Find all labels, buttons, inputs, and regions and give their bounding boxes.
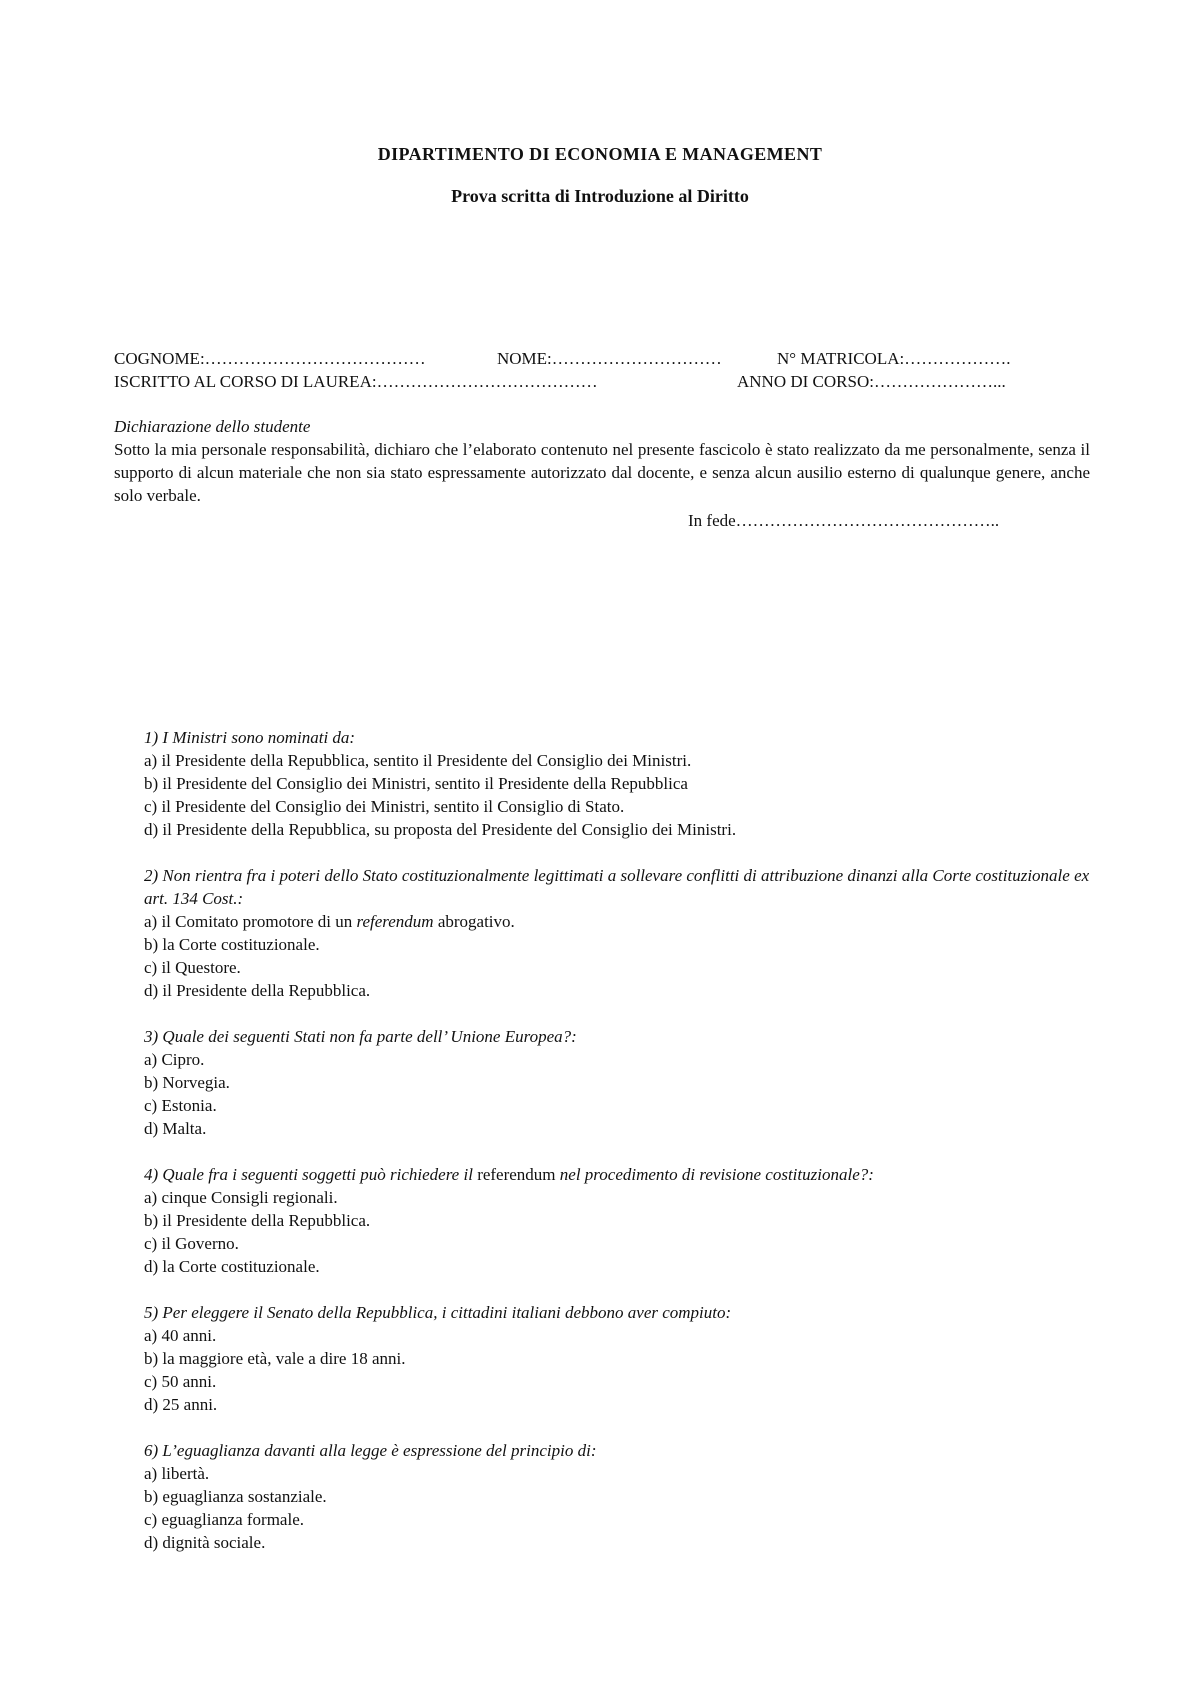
answer-option[interactable]: a) libertà. (144, 1464, 210, 1483)
student-fields (114, 347, 1094, 393)
answer-option[interactable]: c) il Governo. (144, 1234, 239, 1253)
declaration-title: Dichiarazione dello studente (114, 417, 311, 436)
question-upright-term: referendum (477, 1165, 556, 1184)
answer-option[interactable]: a) Cipro. (144, 1050, 205, 1069)
signature-field[interactable]: In fede……………………………………….. (688, 511, 1000, 530)
option-italic-term: referendum (356, 912, 434, 931)
nome-field[interactable]: NOME:………………………… (497, 349, 722, 368)
question-4 (144, 1163, 1094, 1278)
questions-list (144, 726, 1094, 1577)
answer-option[interactable]: c) eguaglianza formale. (144, 1510, 304, 1529)
answer-option[interactable]: b) il Presidente del Consiglio dei Ministri, sentito il Presidente della Repubblica (144, 774, 688, 793)
answer-option[interactable]: d) il Presidente della Repubblica. (144, 981, 371, 1000)
answer-option[interactable]: a) il Presidente della Repubblica, sentito il Presidente del Consiglio dei Ministri. (144, 751, 692, 770)
fields-row-2 (114, 370, 1094, 393)
question-text: 3) Quale dei seguenti Stati non fa parte dell’ Unione Europea?: (144, 1027, 577, 1046)
question-5 (144, 1301, 1094, 1416)
answer-option[interactable]: d) dignità sociale. (144, 1533, 266, 1552)
answer-option[interactable]: c) il Presidente del Consiglio dei Ministri, sentito il Consiglio di Stato. (144, 797, 625, 816)
answer-option[interactable]: b) Norvegia. (144, 1073, 230, 1092)
question-text: 2) Non rientra fra i poteri dello Stato costituzionalmente legittimati a sollevare conflitti di attribuzione dinanzi alla Corte costituzionale ex art. 134 Cost.: (144, 866, 1090, 908)
answer-option[interactable]: d) il Presidente della Repubblica, su proposta del Presidente del Consiglio dei Ministri. (144, 820, 737, 839)
fields-row-1 (114, 347, 1094, 370)
answer-option[interactable]: a) cinque Consigli regionali. (144, 1188, 338, 1207)
question-text: 6) L’eguaglianza davanti alla legge è espressione del principio di: (144, 1441, 597, 1460)
anno-di-corso-field[interactable]: ANNO DI CORSO:…………………... (737, 372, 1006, 391)
answer-option[interactable]: b) la Corte costituzionale. (144, 935, 320, 954)
question-1 (144, 726, 1094, 841)
answer-option[interactable]: c) il Questore. (144, 958, 241, 977)
question-2 (144, 864, 1094, 1002)
exam-subtitle: Prova scritta di Introduzione al Diritto (451, 186, 749, 206)
answer-option[interactable]: d) la Corte costituzionale. (144, 1257, 320, 1276)
question-text (144, 1163, 1094, 1186)
answer-option[interactable]: a) 40 anni. (144, 1326, 217, 1345)
question-text-part: 4) Quale fra i seguenti soggetti può richiedere il (144, 1165, 478, 1184)
question-3 (144, 1025, 1094, 1140)
declaration-body: Sotto la mia personale responsabilità, dichiaro che l’elaborato contenuto nel presente fascicolo è stato realizzato da me personalmente, senza il supporto di alcun materiale che non sia stato espressamente autorizzato dal docente, e senza alcun ausilio esterno di qualunque genere, anche solo verbale. (114, 440, 1090, 505)
answer-option[interactable]: d) 25 anni. (144, 1395, 218, 1414)
question-6 (144, 1439, 1094, 1554)
answer-option[interactable] (144, 910, 1094, 933)
question-text: 5) Per eleggere il Senato della Repubblica, i cittadini italiani debbono aver compiuto: (144, 1303, 732, 1322)
answer-option[interactable]: d) Malta. (144, 1119, 207, 1138)
matricola-field[interactable]: N° MATRICOLA:………………. (777, 349, 1011, 368)
answer-option[interactable]: c) 50 anni. (144, 1372, 217, 1391)
corso-di-laurea-field[interactable]: ISCRITTO AL CORSO DI LAUREA:………………………………… (114, 372, 598, 391)
answer-option[interactable]: c) Estonia. (144, 1096, 217, 1115)
question-text-part: nel procedimento di revisione costituzionale?: (555, 1165, 874, 1184)
student-declaration (114, 415, 1090, 507)
department-heading: DIPARTIMENTO DI ECONOMIA E MANAGEMENT (377, 144, 823, 164)
answer-option[interactable]: b) la maggiore età, vale a dire 18 anni. (144, 1349, 406, 1368)
cognome-field[interactable]: COGNOME:………………………………… (114, 349, 426, 368)
answer-option[interactable]: b) eguaglianza sostanziale. (144, 1487, 327, 1506)
option-text: a) il Comitato promotore di un (144, 912, 357, 931)
option-text: abrogativo. (433, 912, 515, 931)
answer-option[interactable]: b) il Presidente della Repubblica. (144, 1211, 371, 1230)
question-text: 1) I Ministri sono nominati da: (144, 728, 356, 747)
